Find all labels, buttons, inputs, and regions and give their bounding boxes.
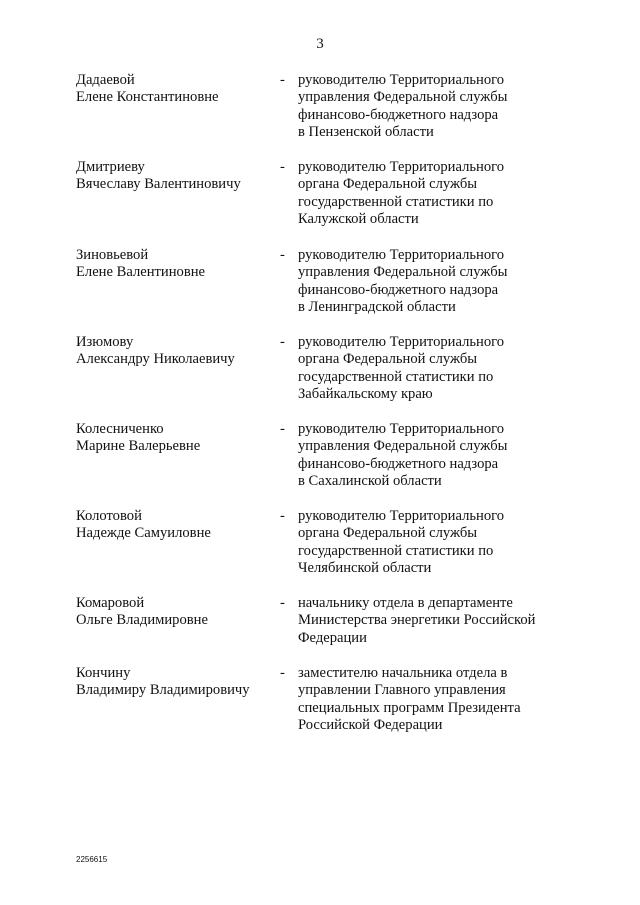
position-line: руководителю Территориального <box>298 421 505 437</box>
position-description <box>298 247 558 316</box>
dash-separator: - <box>280 72 285 88</box>
given-names: Ольге Владимировне <box>76 612 208 629</box>
surname: Дмитриеву <box>76 159 145 175</box>
position-line: заместителю начальника отдела в <box>298 665 508 681</box>
position-line: руководителю Территориального <box>298 508 505 524</box>
dash-separator: - <box>280 421 285 437</box>
position-line: Федерации <box>298 629 367 646</box>
dash-separator: - <box>280 665 285 681</box>
position-line: руководителю Территориального <box>298 72 505 88</box>
position-line: органа Федеральной службы <box>298 176 478 193</box>
surname: Колотовой <box>76 508 142 524</box>
position-line: Российской Федерации <box>298 716 443 733</box>
position-line: руководителю Территориального <box>298 334 505 350</box>
dash-separator: - <box>280 334 285 350</box>
position-line: руководителю Территориального <box>298 247 505 263</box>
position-line: в Ленинградской области <box>298 298 456 315</box>
position-line: управления Федеральной службы <box>298 264 508 281</box>
position-line: в Пензенской области <box>298 123 434 140</box>
position-line: Челябинской области <box>298 559 432 576</box>
position-line: финансово-бюджетного надзора <box>298 455 499 472</box>
dash-separator: - <box>280 247 285 263</box>
position-description <box>298 334 558 403</box>
person-name <box>76 421 276 456</box>
dash-separator: - <box>280 595 285 611</box>
position-line: начальнику отдела в департаменте <box>298 595 513 611</box>
given-names: Вячеславу Валентиновичу <box>76 176 241 193</box>
surname: Кончину <box>76 665 131 681</box>
surname: Зиновьевой <box>76 247 149 263</box>
position-line: в Сахалинской области <box>298 472 442 489</box>
surname: Колесниченко <box>76 421 164 437</box>
given-names: Елене Валентиновне <box>76 264 205 281</box>
position-line: Калужской области <box>298 210 419 227</box>
given-names: Владимиру Владимировичу <box>76 682 250 699</box>
dash-separator: - <box>280 508 285 524</box>
position-line: органа Федеральной службы <box>298 351 478 368</box>
person-name <box>76 72 276 107</box>
position-description <box>298 595 558 647</box>
position-line: государственной статистики по <box>298 193 494 210</box>
person-name <box>76 665 276 700</box>
position-description <box>298 421 558 490</box>
position-description <box>298 665 558 734</box>
position-line: управления Федеральной службы <box>298 438 508 455</box>
surname: Комаровой <box>76 595 145 611</box>
position-description <box>298 72 558 141</box>
position-line: специальных программ Президента <box>298 699 521 716</box>
given-names: Марине Валерьевне <box>76 438 201 455</box>
document-code: 2256615 <box>76 855 108 864</box>
position-description <box>298 159 558 228</box>
given-names: Надежде Самуиловне <box>76 525 211 542</box>
position-line: финансово-бюджетного надзора <box>298 106 499 123</box>
person-name <box>76 508 276 543</box>
person-name <box>76 334 276 369</box>
dash-separator: - <box>280 159 285 175</box>
position-line: управления Федеральной службы <box>298 89 508 106</box>
position-line: финансово-бюджетного надзора <box>298 281 499 298</box>
page-number: 3 <box>316 36 324 52</box>
position-description <box>298 508 558 577</box>
surname: Дадаевой <box>76 72 135 88</box>
position-line: органа Федеральной службы <box>298 525 478 542</box>
position-line: управлении Главного управления <box>298 682 506 699</box>
position-line: государственной статистики по <box>298 368 494 385</box>
position-line: Министерства энергетики Российской <box>298 612 536 629</box>
person-name <box>76 595 276 630</box>
given-names: Александру Николаевичу <box>76 351 235 368</box>
given-names: Елене Константиновне <box>76 89 219 106</box>
person-name <box>76 159 276 194</box>
position-line: государственной статистики по <box>298 542 494 559</box>
position-line: руководителю Территориального <box>298 159 505 175</box>
position-line: Забайкальскому краю <box>298 385 433 402</box>
person-name <box>76 247 276 282</box>
surname: Изюмову <box>76 334 134 350</box>
